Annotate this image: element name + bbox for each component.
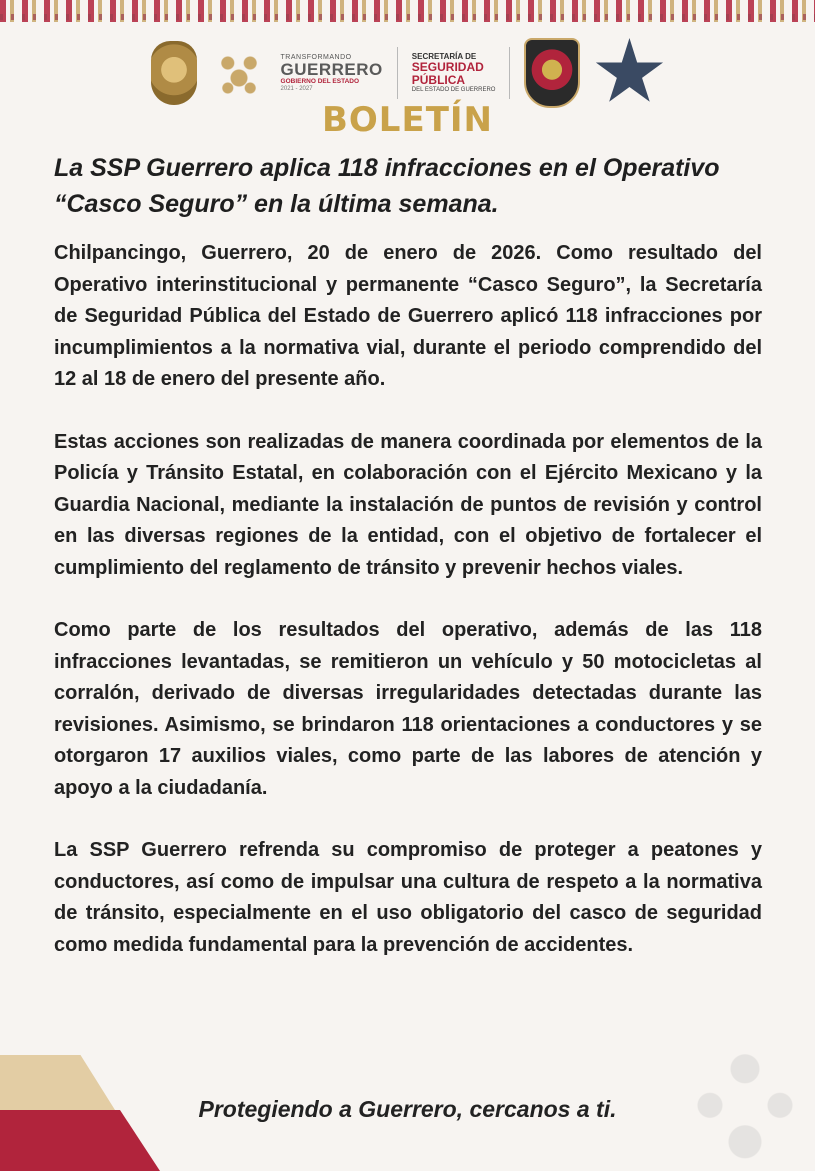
gov-years: 2021 - 2027 [280, 85, 313, 92]
header-logos [0, 36, 815, 110]
government-wordmark [281, 54, 383, 92]
ssp-wordmark [412, 53, 496, 93]
gov-line1: TRANSFORMANDO [280, 53, 352, 61]
gov-line3: GOBIERNO DEL ESTADO [280, 78, 360, 86]
logo-divider [509, 47, 510, 99]
paragraph: Como parte de los resultados del operativo, además de las 118 infracciones levantadas, se remitieron un vehículo y 50 motocicletas al corralón, derivado de diversas irregularidades detectadas durante las revisiones. Asimismo, se brindaron 118 orientaciones a conductores y se otorgaron 17 auxilios viales, como parte de las labores de atención y apoyo a la ciudadanía. [54, 619, 762, 799]
bulletin-label: BOLETÍN [321, 100, 493, 140]
decorative-top-border [0, 0, 815, 22]
guerrero-government-logo [211, 48, 267, 98]
police-star-icon [594, 38, 664, 108]
bulletin-body [54, 238, 762, 992]
paragraph: Chilpancingo, Guerrero, 20 de enero de 2026. Como resultado del Operativo interinstitucional y permanente “Casco Seguro”, la Secretaría de Seguridad Pública del Estado de Guerrero aplicó 118 infracciones por incumplimientos a la normativa vial, durante el periodo comprendido del 12 al 18 de enero del presente año. [54, 242, 762, 390]
paragraph: Estas acciones son realizadas de manera coordinada por elementos de la Policía y Tránsito Estatal, en colaboración con el Ejército Mexicano y la Guardia Nacional, mediante la instalación de puntos de revisión y control en las diversas regiones de la entidad, con el objetivo de fortalecer el cumplimiento del reglamento de tránsito y prevenir hechos viales. [54, 430, 762, 579]
ssp-line3: PÚBLICA [411, 73, 466, 88]
ssp-line1: SECRETARÍA DE [411, 52, 477, 62]
headline: La SSP Guerrero aplica 118 infracciones en el Operativo “Casco Seguro” en la última semana. [54, 154, 720, 218]
paragraph: La SSP Guerrero refrenda su compromiso de proteger a peatones y conductores, así como de impulsar una cultura de respeto a la normativa de tránsito, especialmente en el uso obligatorio del casco de seguridad como medida fundamental para la prevención de accidentes. [54, 839, 762, 956]
ssp-line4: DEL ESTADO DE GUERRERO [411, 86, 496, 93]
state-coat-of-arms-logo [151, 41, 197, 105]
slogan: Protegiendo a Guerrero, cercanos a ti. [198, 1096, 617, 1122]
ssp-police-badge-icon [524, 38, 580, 108]
ssp-line2: SEGURIDAD [411, 60, 484, 75]
gov-line2: GUERRERO [280, 60, 383, 80]
logo-divider [397, 47, 398, 99]
